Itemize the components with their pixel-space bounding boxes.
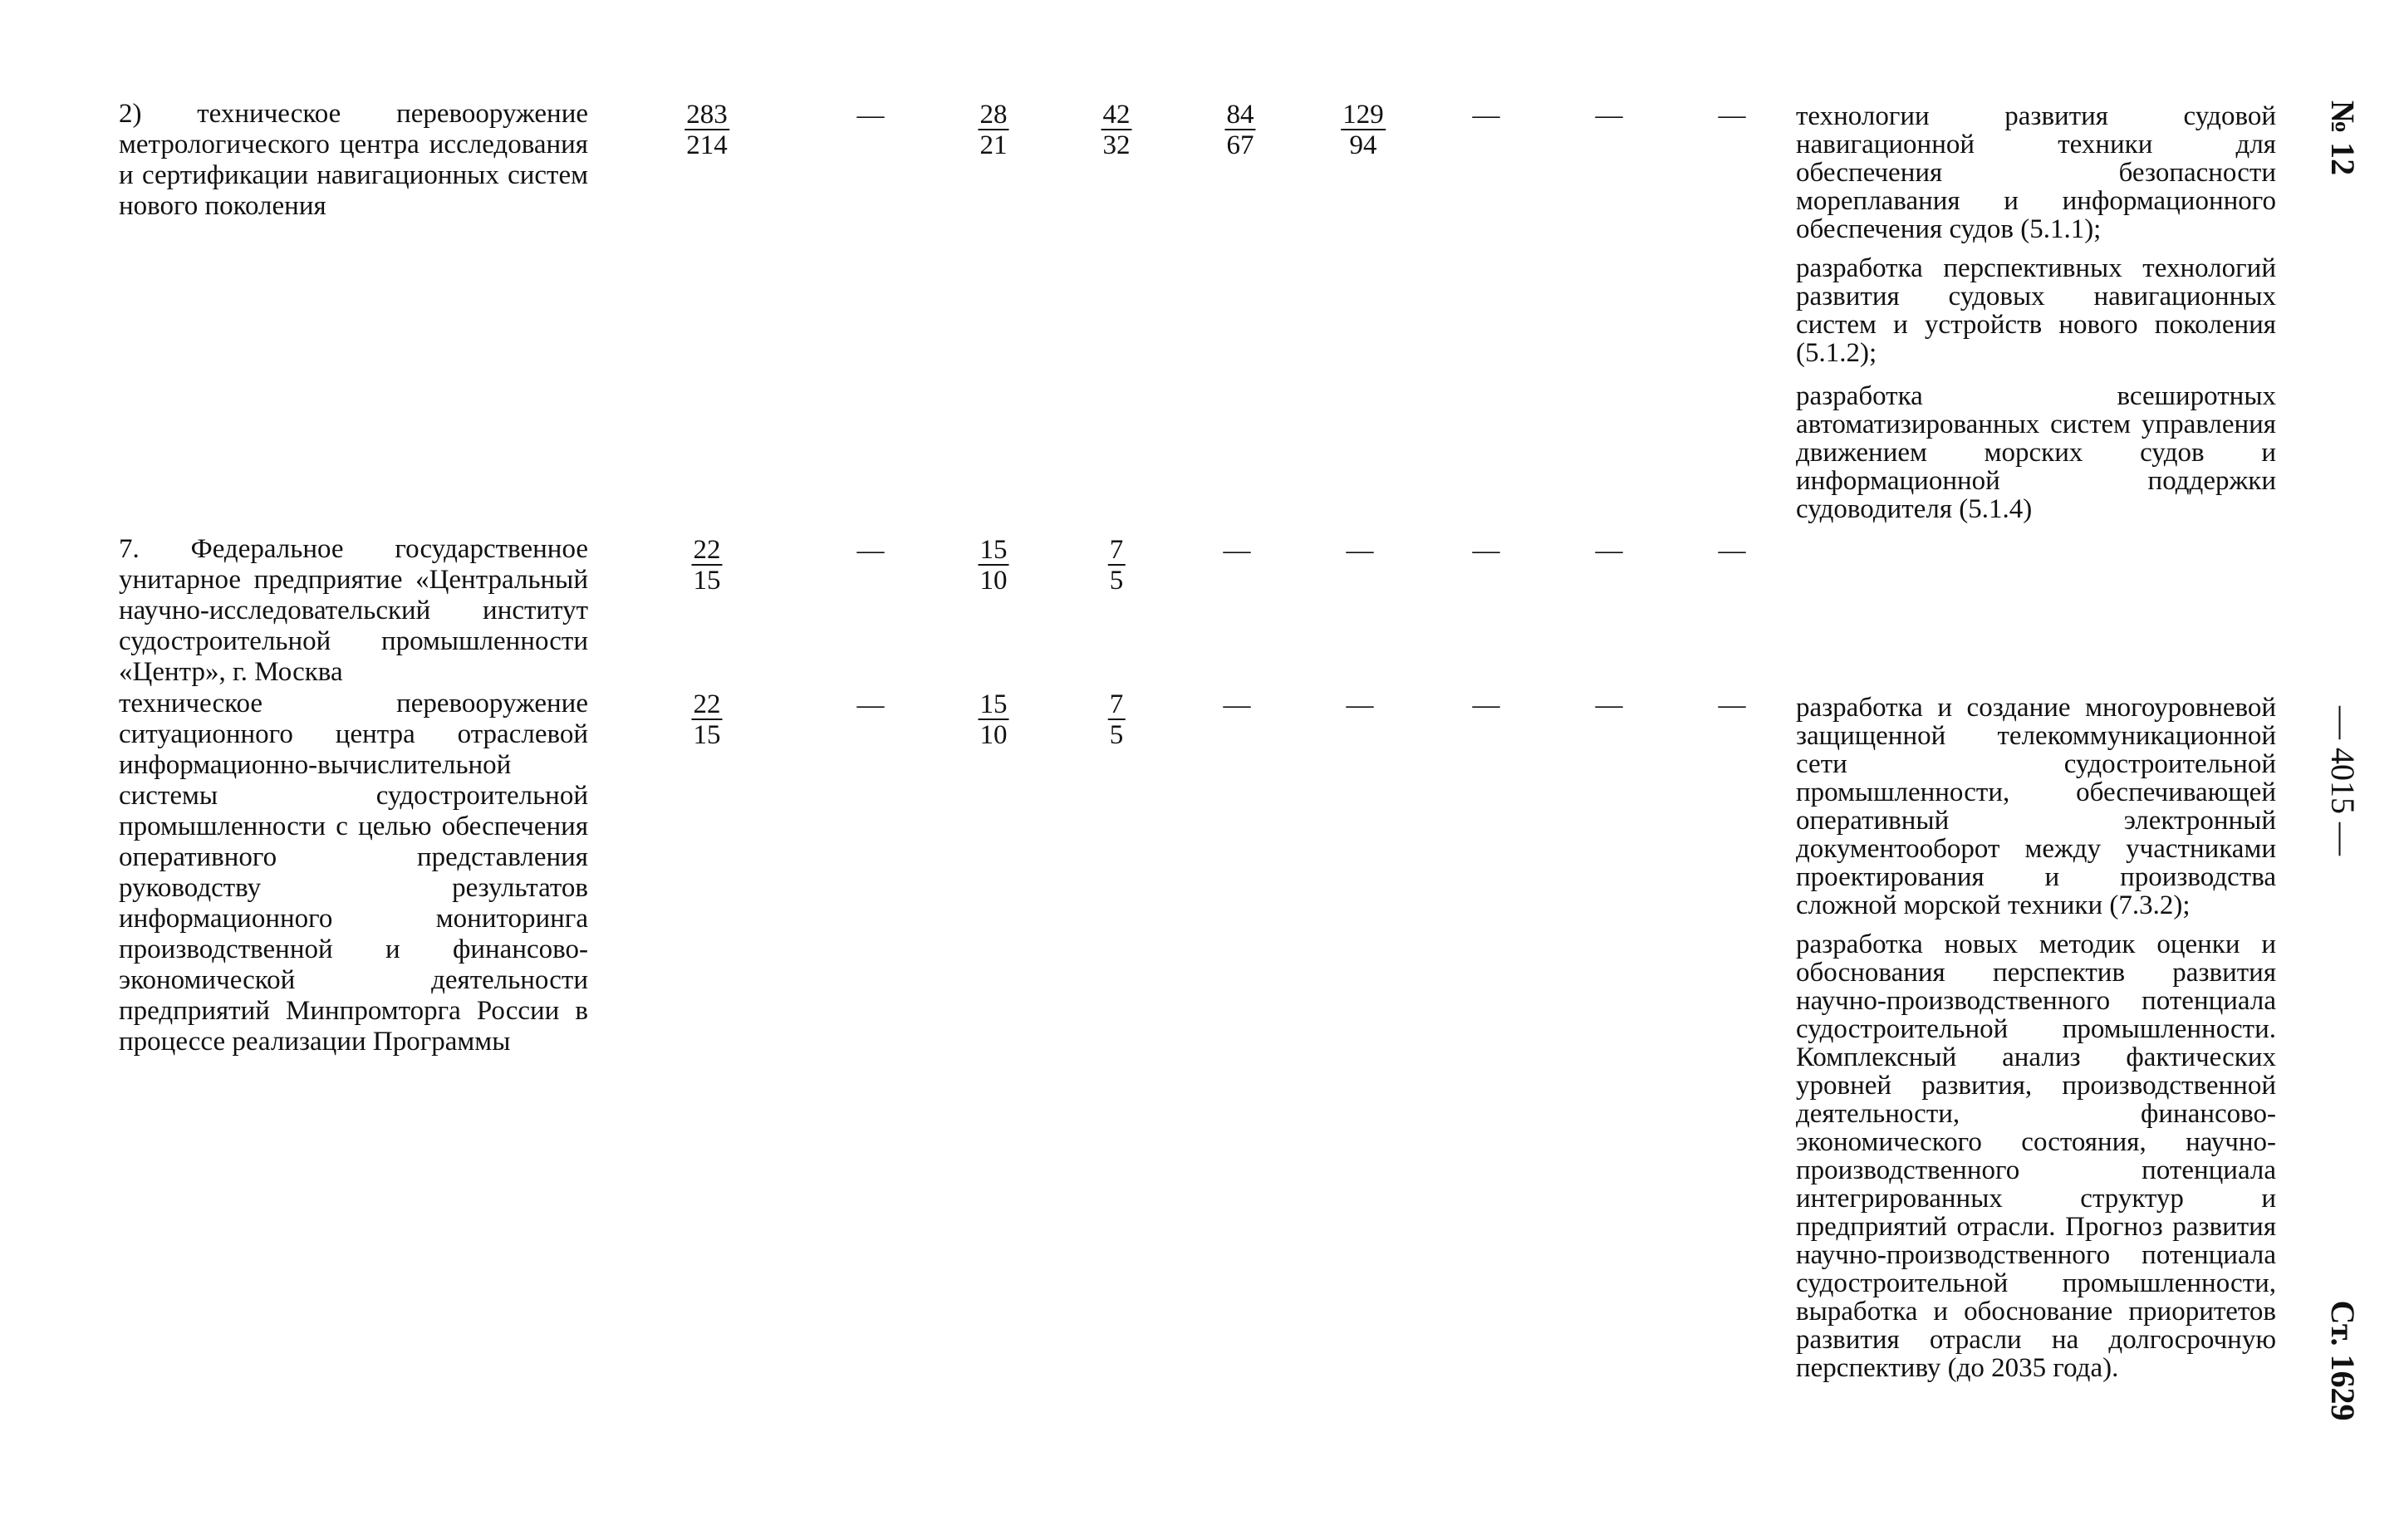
row-3-col-3 (979, 690, 1009, 750)
fraction-numerator: 28 (979, 100, 1008, 130)
fraction-denominator: 15 (693, 720, 721, 750)
row-2-col-1 (692, 536, 723, 596)
row-1-col-9: — (1718, 101, 1746, 130)
fraction-numerator: 7 (1109, 689, 1124, 719)
row-1-col-3 (979, 101, 1009, 160)
row-3-col-8: — (1595, 690, 1623, 720)
fraction-denominator: 5 (1109, 720, 1124, 750)
fraction-denominator: 214 (686, 130, 728, 160)
fraction-denominator: 67 (1226, 130, 1254, 160)
row-1-description: 2) техническое перевооружение метрологического центра исследования и сертификации навигационных систем нового поколения (119, 99, 588, 221)
row-3-col-1 (692, 690, 723, 750)
row-3-description: техническое перевооружение ситуационного центра отраслевой информационно-вычислительной системы судостроительной промышленности с целью обеспечения оперативного представления руководству результатов информационного мониторинга производственной и финансово-экономической деятельности предприятий Минпромторга России в процессе реализации Программы (119, 689, 588, 1057)
row-3-col-5: — (1223, 690, 1251, 720)
row-1-col-1 (684, 101, 729, 160)
row-1-note-3: разработка всеширотных автоматизированных систем управления движением морских судов и информационной поддержки судоводителя (5.1.4) (1796, 381, 2276, 524)
row-3-note-1: разработка и создание многоуровневой защищенной телекоммуникационной сети судостроительной промышленности, обеспечивающей оперативный электронный документооборот между участниками проектирования и производства сложной морской техники (7.3.2); (1796, 693, 2276, 920)
article-number: Ст. 1629 (2324, 1300, 2362, 1421)
fraction-denominator: 21 (979, 130, 1008, 160)
row-3-col-6: — (1346, 690, 1374, 720)
fraction-numerator: 15 (979, 535, 1008, 565)
row-1-col-5 (1225, 101, 1256, 160)
row-3-col-7: — (1472, 690, 1500, 720)
fraction-numerator: 42 (1102, 100, 1131, 130)
row-2-description: 7. Федеральное государственное унитарное предприятие «Центральный научно-исследовательский институт судостроительной промышленности «Центр», г. Москва (119, 534, 588, 687)
row-2-col-6: — (1346, 536, 1374, 566)
row-1-col-4 (1101, 101, 1132, 160)
row-2-col-9: — (1718, 536, 1746, 566)
row-1-col-8: — (1595, 101, 1623, 130)
row-1-col-7: — (1472, 101, 1500, 130)
row-3-note-2: разработка новых методик оценки и обоснования перспектив развития научно-производственного потенциала судостроительной промышленности. Комплексный анализ фактических уровней развития, производственной деятельности, финансово-экономического состояния, научно-производственного потенциала интегрированных структур и предприятий отрасли. Прогноз развития научно-производственного потенциала судостроительной промышленности, выработка и обоснование приоритетов развития отрасли на долгосрочную перспективу (до 2035 года). (1796, 929, 2276, 1383)
page-number: — 4015 — (2324, 706, 2362, 856)
fraction-denominator: 10 (979, 566, 1008, 596)
row-1-col-6 (1341, 101, 1386, 160)
row-2-col-7: — (1472, 536, 1500, 566)
row-3-col-4 (1108, 690, 1126, 750)
fraction-denominator: 15 (693, 566, 721, 596)
row-1-col-2: — (856, 101, 885, 130)
row-3-col-2: — (856, 690, 885, 720)
fraction-denominator: 94 (1349, 130, 1377, 160)
row-2-col-8: — (1595, 536, 1623, 566)
row-1-note-2: разработка перспективных технологий развития судовых навигационных систем и устройств нового поколения (5.1.2); (1796, 253, 2276, 368)
row-2-col-3 (979, 536, 1009, 596)
fraction-denominator: 5 (1109, 566, 1124, 596)
fraction-numerator: 84 (1226, 100, 1254, 130)
fraction-denominator: 32 (1102, 130, 1131, 160)
fraction-numerator: 7 (1109, 535, 1124, 565)
row-1-note-1: технологии развития судовой навигационной техники для обеспечения безопасности мореплавания и информационного обеспечения судов (5.1.1); (1796, 101, 2276, 244)
row-2-col-4 (1108, 536, 1126, 596)
fraction-numerator: 129 (1342, 100, 1384, 130)
row-3-col-9: — (1718, 690, 1746, 720)
fraction-numerator: 283 (686, 100, 728, 130)
fraction-numerator: 15 (979, 689, 1008, 719)
row-2-col-5: — (1223, 536, 1251, 566)
issue-number: № 12 (2324, 100, 2362, 176)
fraction-numerator: 22 (693, 689, 721, 719)
fraction-numerator: 22 (693, 535, 721, 565)
fraction-denominator: 10 (979, 720, 1008, 750)
row-2-col-2: — (856, 536, 885, 566)
